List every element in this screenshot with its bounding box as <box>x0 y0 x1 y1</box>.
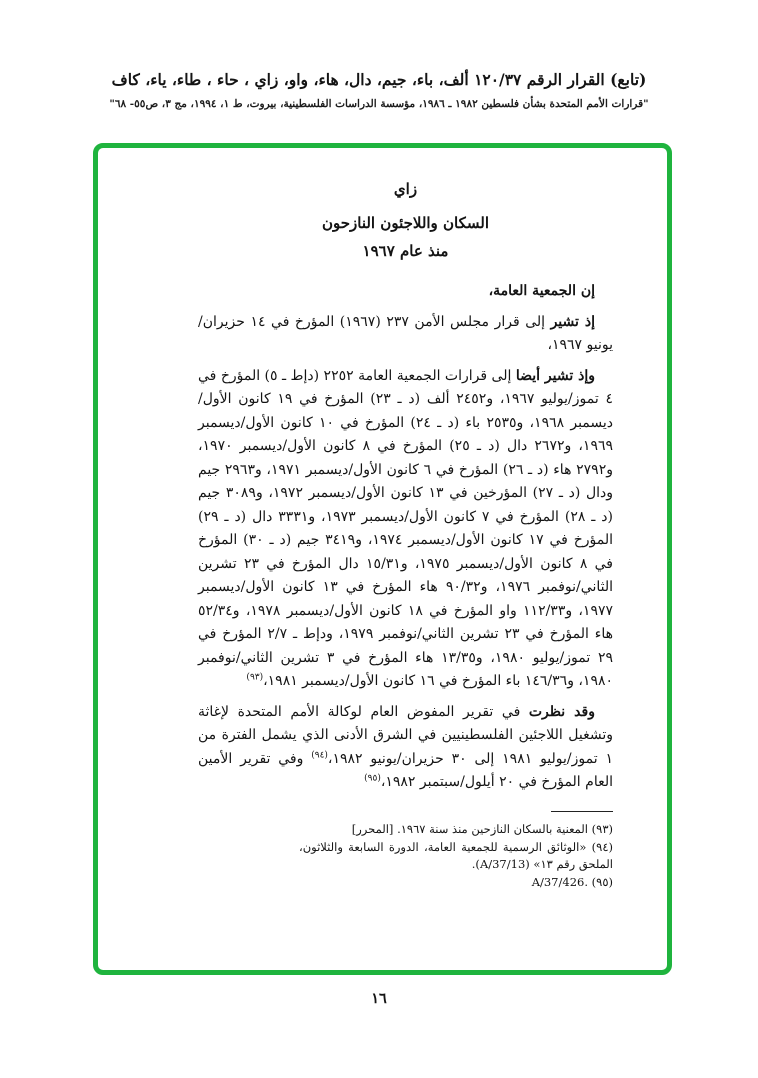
paragraph-text: إلى قرارات الجمعية العامة ٢٢٥٢ (دإط ـ ٥) المؤرخ في ٤ تموز/يوليو ١٩٦٧، و٢٤٥٢ ألف (د ـ ٢٣) المؤرخ في ١٩ كانون الأول/ديسمبر ١٩٦٨، و٢٥٣٥ باء (د ـ ٢٤) المؤرخ في ١٠ كانون الأول/ديسمبر ١٩٦٩، و٢٦٧٢ دال (د ـ ٢٥) المؤرخ في ٨ كانون الأول/ديسمبر ١٩٧٠، و٢٧٩٢ هاء (د ـ ٢٦) المؤرخ في ٦ كانون الأول/ديسمبر ١٩٧١، و٢٩٦٣ جيم ودال (د ـ ٢٧) المؤرخين في ١٣ كانون الأول/ديسمبر ١٩٧٢، و٣٠٨٩ جيم (د ـ ٢٨) المؤرخ في ٧ كانون الأول/ديسمبر ١٩٧٣، و٣٣٣١ دال (د ـ ٢٩) المؤرخ في ١٧ كانون الأول/ديسمبر ١٩٧٤، و٣٤١٩ جيم (د ـ ٣٠) المؤرخ في ٨ كانون الأول/ديسمبر ١٩٧٥، و١٥/٣١ دال المؤرخ في ٢٣ تشرين الثاني/نوفمبر ١٩٧٦، و٩٠/٣٢ هاء المؤرخ في ١٣ كانون الأول/ديسمبر ١٩٧٧، و١١٢/٣٣ واو المؤرخ في ١٨ كانون الأول/ديسمبر ١٩٧٨، و٥٢/٣٤ هاء المؤرخ في ٢٣ تشرين الثاني/نوفمبر ١٩٧٩، ودإط ـ ٢/٧ المؤرخ في ٢٩ تموز/يوليو ١٩٨٠، و١٣/٣٥ هاء المؤرخ في ٣ تشرين الثاني/نوفمبر ١٩٨٠، و١٤٦/٣٦ باء المؤرخ في ١٦ كانون الأول/ديسمبر ١٩٨١، <box>198 367 614 689</box>
document-header <box>50 70 708 111</box>
footnote-ref: (٩٥) <box>364 773 381 784</box>
paragraph-text: إلى قرار مجلس الأمن ٢٣٧ (١٩٦٧) المؤرخ في ١٤ حزيران/يونيو ١٩٦٧، <box>198 313 613 353</box>
footnote-1: (٩٣) المعنية بالسكان النازحين منذ سنة ١٩٦٧. [المحرر] <box>351 821 613 836</box>
footnote-list <box>299 821 613 891</box>
paragraph-text: وفي تقرير الأمين العام المؤرخ في ٢٠ أيلول/سبتمبر ١٩٨٢، <box>198 750 613 790</box>
paragraph-lead: إذ تشير <box>550 313 595 330</box>
body-paragraph-2 <box>198 311 613 358</box>
resolution-body <box>198 280 613 795</box>
section-letter: زاي <box>393 180 418 198</box>
footnote-2: (٩٤) «الوثائق الرسمية للجمعية العامة، الدورة السابعة والثلاثون، الملحق رقم ١٣» (A/37/13). <box>299 839 613 871</box>
section-title: السكان واللاجئون النازحون <box>321 214 490 232</box>
resolution-header-title: (تابع) القرار الرقم ١٢٠/٣٧ ألف، باء، جيم، دال، هاء، واو، زاي ، حاء ، طاء، ياء، كاف <box>111 70 647 89</box>
footnotes-block <box>299 811 613 891</box>
paragraph-lead: وقد نظرت <box>528 703 595 720</box>
body-paragraph-4 <box>198 701 613 795</box>
section-subtitle: منذ عام ١٩٦٧ <box>362 242 449 260</box>
footnote-3: (٩٥) A/37/426.‎ <box>531 874 613 889</box>
footnote-ref: (٩٤) <box>311 749 328 760</box>
paragraph-lead: وإذ تشير أيضا <box>515 367 595 384</box>
footnote-ref: (٩٣) <box>246 672 264 683</box>
body-paragraph-3 <box>198 365 613 694</box>
body-paragraph-1 <box>198 280 613 304</box>
source-citation: "قرارات الأمم المتحدة بشأن فلسطين ١٩٨٢ ـ ١٩٨٦، مؤسسة الدراسات الفلسطينية، بيروت، ط ١، ١٩٩٤، مج ٣، ص٥٥- ٦٨" <box>109 98 649 110</box>
paragraph-text: في تقرير المفوض العام لوكالة الأمم المتحدة لإغاثة وتشغيل اللاجئين الفلسطينيين في الشرق الأدنى الذي يشمل الفترة من ١ تموز/يوليو ١٩٨١ إلى ٣٠ حزيران/يونيو ١٩٨٢، <box>198 703 613 767</box>
footnote-separator <box>551 811 613 812</box>
resolution-box <box>93 143 672 975</box>
page-number: ١٦ <box>371 990 387 1007</box>
resolution-box-content <box>98 148 667 970</box>
paragraph-lead: إن الجمعية العامة، <box>488 283 595 299</box>
